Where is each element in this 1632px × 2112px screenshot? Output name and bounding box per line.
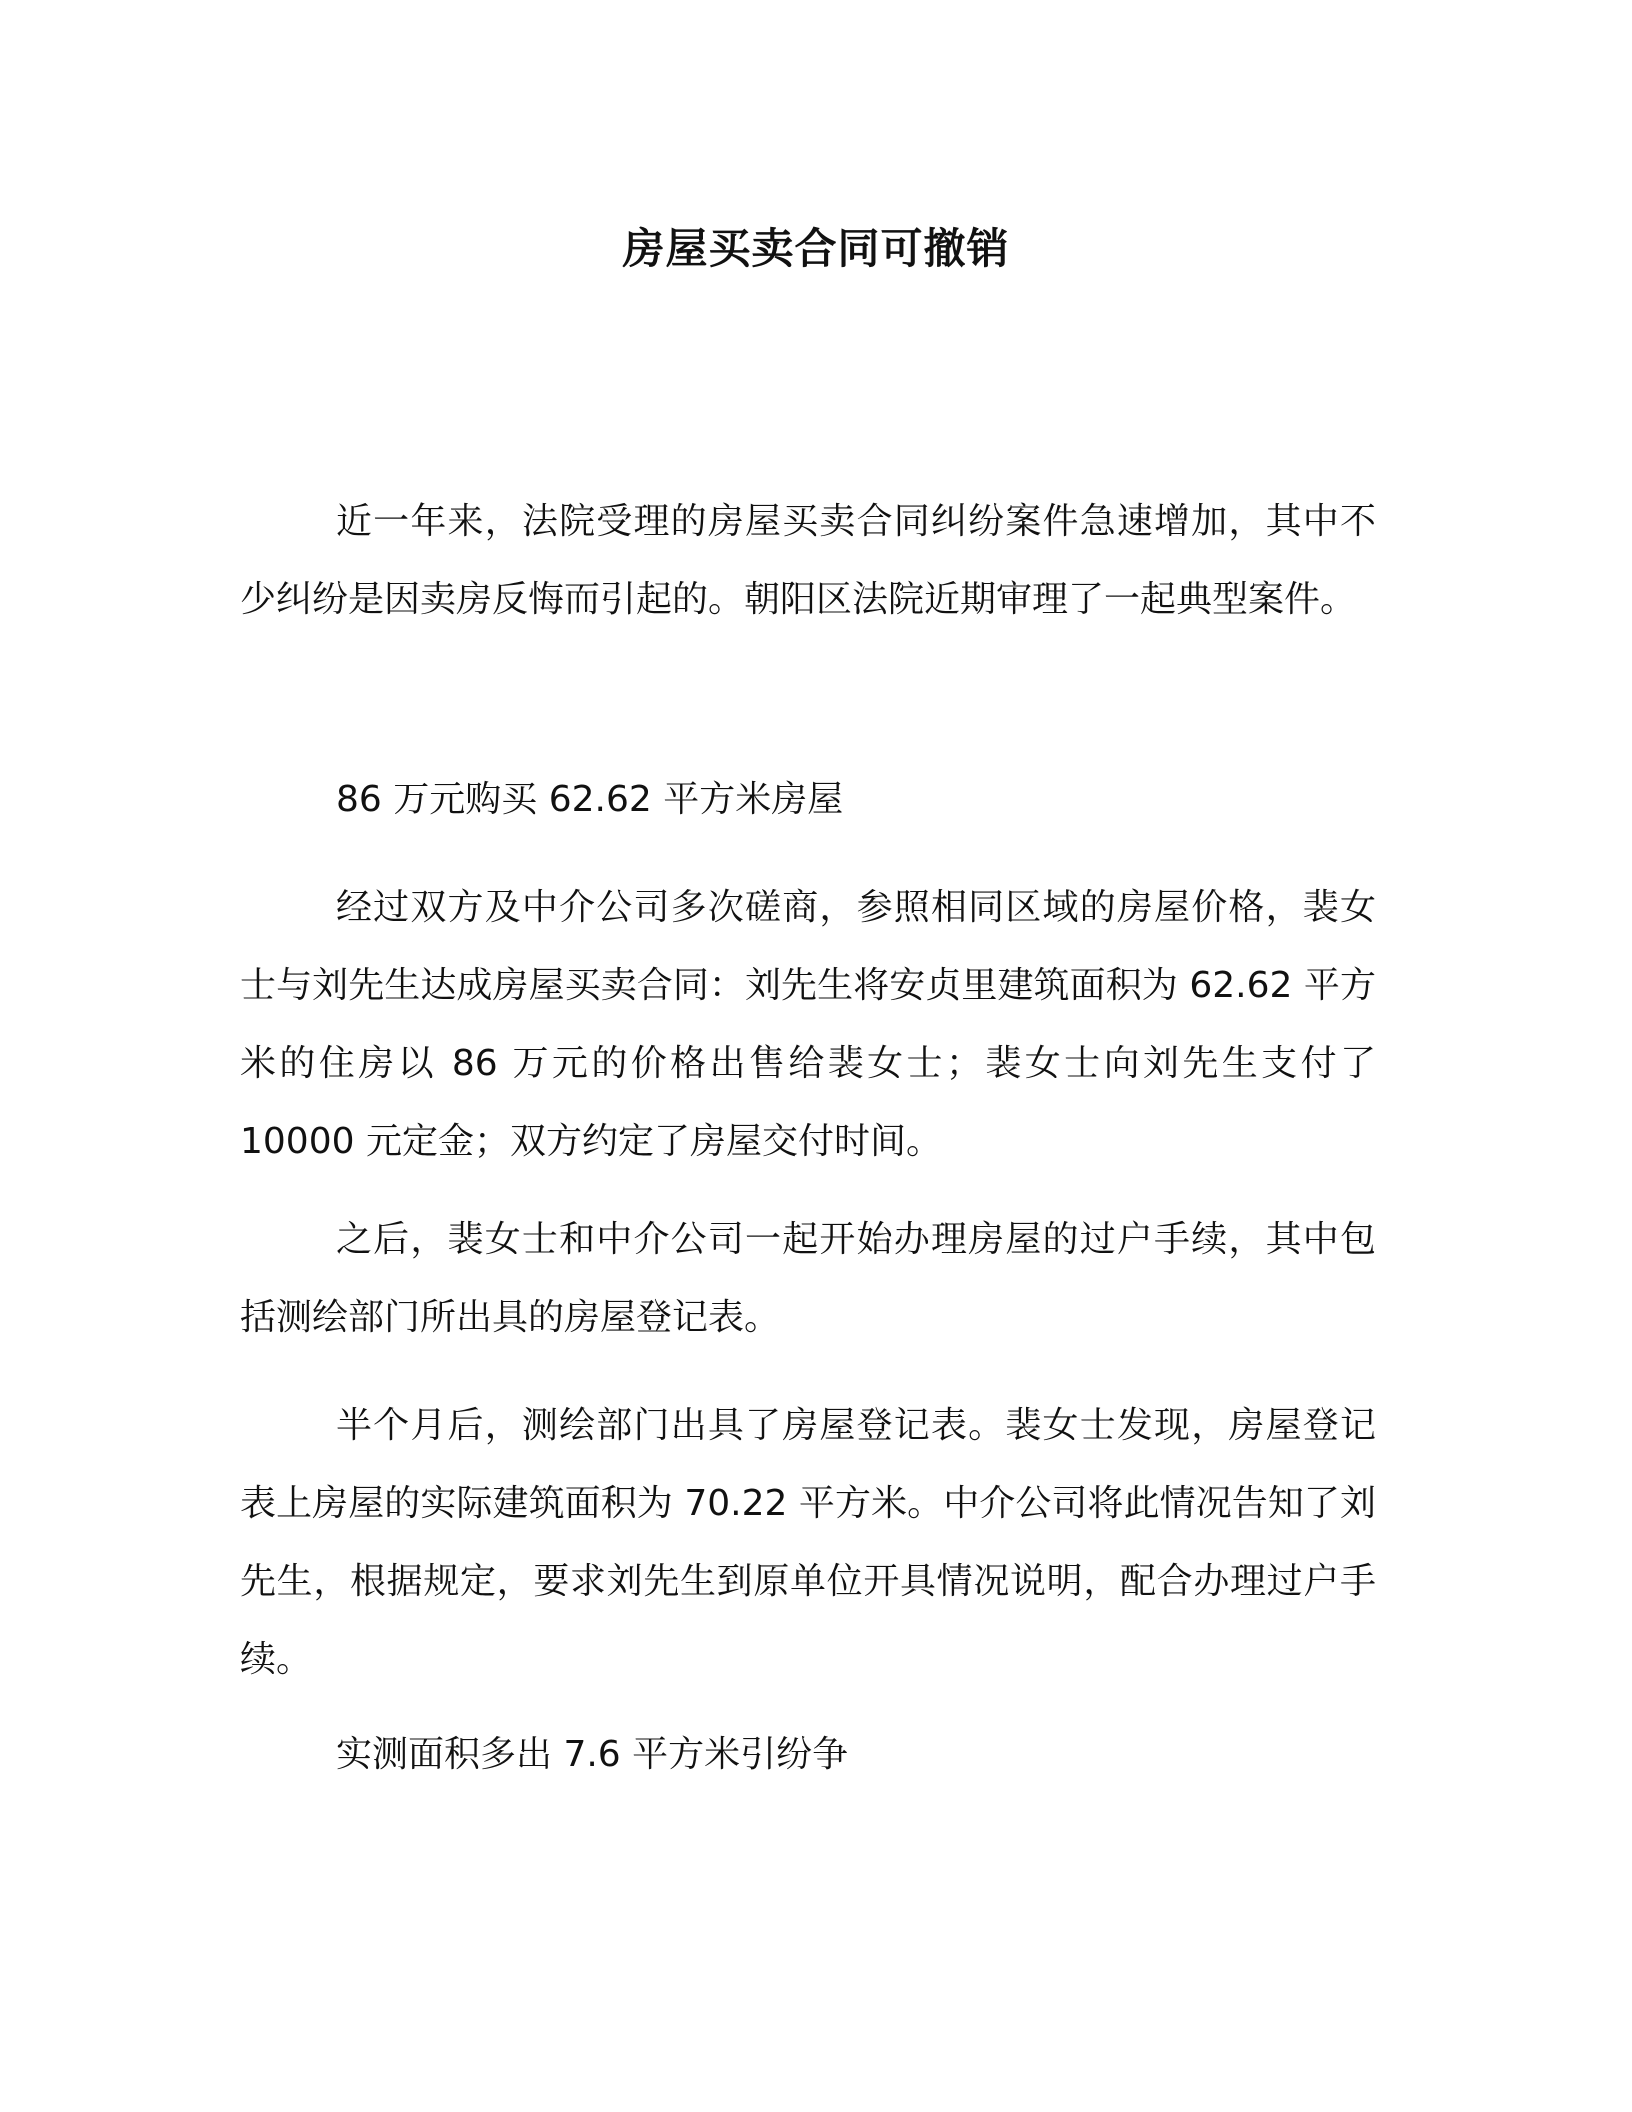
paragraph-registration: 半个月后，测绘部门出具了房屋登记表。裴女士发现，房屋登记表上房屋的实际建筑面积为 70.22 平方米。中介公司将此情况告知了刘先生，根据规定，要求刘先生到原单位开具情况说明，配合办理过户手续。 xyxy=(240,1405,1376,1680)
paragraph-intro: 近一年来，法院受理的房屋买卖合同纠纷案件急速增加，其中不少纠纷是因卖房反悔而引起的。朝阳区法院近期审理了一起典型案件。 xyxy=(240,501,1376,620)
section-heading-price: 86 万元购买 62.62 平方米房屋 xyxy=(336,779,844,820)
paragraph-contract: 经过双方及中介公司多次磋商，参照相同区域的房屋价格，裴女士与刘先生达成房屋买卖合同：刘先生将安贞里建筑面积为 62.62 平方米的住房以 86 万元的价格出售给裴女士；裴女士向刘先生支付了 10000 元定金；双方约定了房屋交付时间。 xyxy=(240,887,1376,1162)
document-title: 房屋买卖合同可撤销 xyxy=(622,224,1010,273)
section-heading-dispute: 实测面积多出 7.6 平方米引纷争 xyxy=(336,1734,849,1775)
paragraph-transfer: 之后，裴女士和中介公司一起开始办理房屋的过户手续，其中包括测绘部门所出具的房屋登记表。 xyxy=(240,1219,1376,1338)
